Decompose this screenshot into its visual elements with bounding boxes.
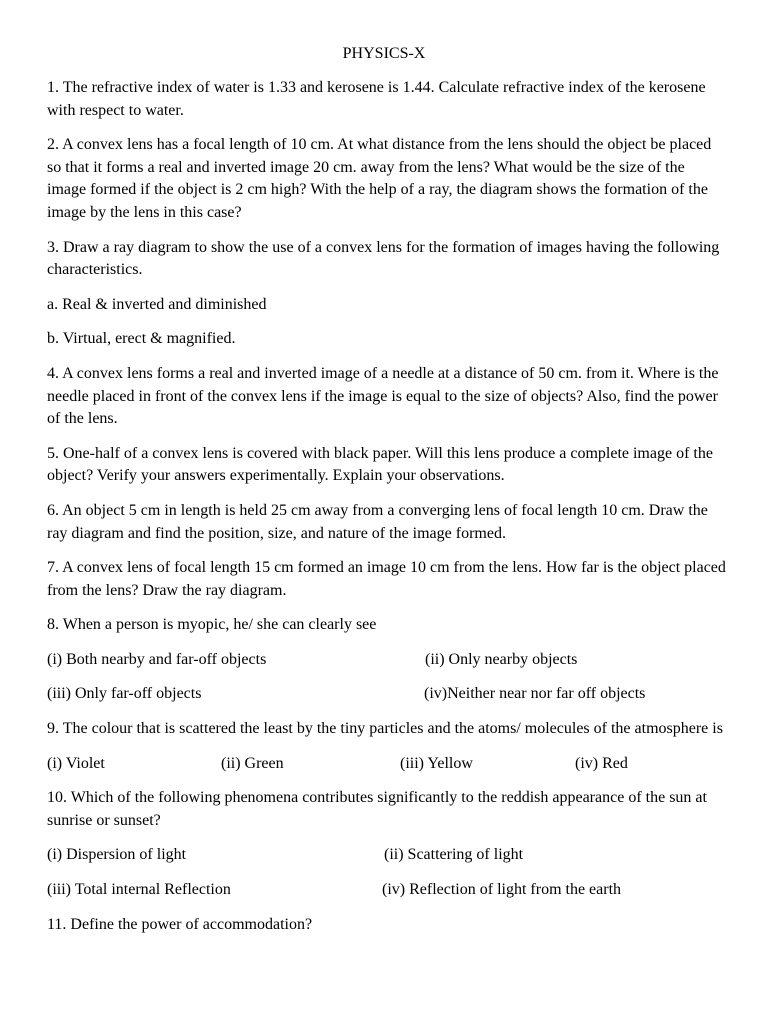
question-list — [47, 77, 727, 948]
question-10-options-row-2 — [47, 879, 727, 902]
question-10: 10. Which of the following phenomena contributes significantly to the reddish appearance of the sun at sunrise or sunset? — [47, 789, 707, 829]
question-4: 4. A convex lens forms a real and inverted image of a needle at a distance of 50 cm. from it. Where is the needle placed in front of the convex lens if the image is equal to the size of objects? Also, find the power of the lens. — [47, 364, 719, 428]
question-8-options-row-1 — [47, 649, 727, 672]
page-title: PHYSICS-X — [342, 45, 426, 62]
question-10-option-iii: (iii) Total internal Reflection — [47, 881, 231, 899]
question-1: 1. The refractive index of water is 1.33 and kerosene is 1.44. Calculate refractive index of the kerosene with respect to water. — [47, 79, 706, 119]
question-8-option-ii: (ii) Only nearby objects — [425, 650, 578, 668]
question-3: 3. Draw a ray diagram to show the use of a convex lens for the formation of images having the following characteristics. — [47, 238, 720, 279]
question-10-options-row-1 — [47, 844, 727, 867]
question-5: 5. One-half of a convex lens is covered with black paper. Will this lens produce a complete image of the object? Verify your answers experimentally. Explain your observations. — [47, 444, 713, 485]
question-10-option-iv: (iv) Reflection of light from the earth — [382, 881, 622, 899]
question-9-option-iv: (iv) Red — [575, 754, 628, 772]
question-7: 7. A convex lens of focal length 15 cm formed an image 10 cm from the lens. How far is the object placed from the lens? Draw the ray diagram. — [47, 559, 726, 599]
question-9-option-iii: (iii) Yellow — [400, 754, 473, 772]
question-6: 6. An object 5 cm in length is held 25 cm away from a converging lens of focal length 10 cm. Draw the ray diagram and find the position, size, and nature of the image formed. — [47, 501, 708, 542]
question-8-option-iii: (iii) Only far-off objects — [47, 685, 202, 703]
question-9: 9. The colour that is scattered the least by the tiny particles and the atoms/ molecules of the atmosphere is — [47, 720, 723, 738]
question-3-part-a: a. Real & inverted and diminished — [47, 295, 267, 313]
question-9-option-i: (i) Violet — [47, 754, 105, 772]
question-3-part-b: b. Virtual, erect & magnified. — [47, 330, 236, 348]
question-9-options-row — [47, 753, 727, 776]
question-8: 8. When a person is myopic, he/ she can clearly see — [47, 616, 377, 634]
question-10-option-ii: (ii) Scattering of light — [384, 846, 524, 864]
question-8-option-iv: (iv)Neither near nor far off objects — [424, 685, 646, 703]
question-10-option-i: (i) Dispersion of light — [47, 846, 187, 864]
question-2: 2. A convex lens has a focal length of 10 cm. At what distance from the lens should the object be placed so that it forms a real and inverted image 20 cm. away from the lens? What would be the size of the image formed if the object is 2 cm high? With the help of a ray, the diagram shows the formation of the image by the lens in this case? — [47, 136, 712, 221]
question-9-option-ii: (ii) Green — [221, 754, 284, 772]
question-11: 11. Define the power of accommodation? — [47, 915, 313, 933]
question-8-option-i: (i) Both nearby and far-off objects — [47, 650, 267, 668]
question-8-options-row-2 — [47, 683, 727, 706]
